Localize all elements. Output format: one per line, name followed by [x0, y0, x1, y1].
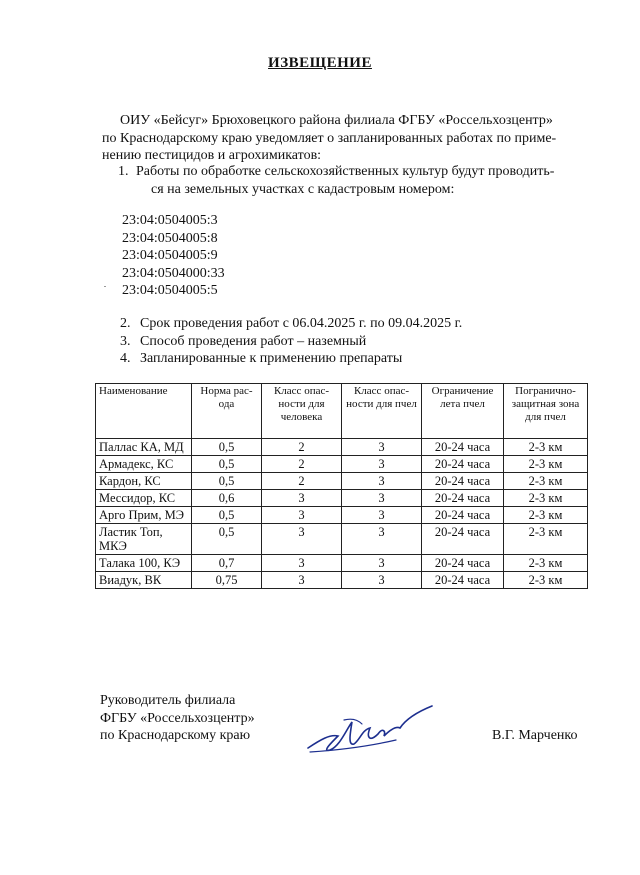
list-number: 3.	[120, 333, 131, 349]
table-cell: 2	[262, 473, 342, 490]
table-cell: 20-24 часа	[422, 572, 504, 589]
table-cell: 2-3 км	[504, 555, 588, 572]
list-number: 1.	[118, 164, 129, 179]
list-item-text: Работы по обработке сельскохозяйственных культур будут проводить-	[136, 164, 555, 179]
table-cell: 2-3 км	[504, 524, 588, 555]
table-row	[96, 524, 588, 555]
table-row	[96, 572, 588, 589]
handwritten-signature	[300, 700, 440, 770]
list-item-1	[118, 163, 598, 198]
intro-line: нению пестицидов и агрохимикатов:	[102, 148, 322, 163]
list-item-text: Срок проведения работ с 06.04.2025 г. по 09.04.2025 г.	[140, 316, 463, 331]
table-cell: 2-3 км	[504, 456, 588, 473]
table-cell: 2-3 км	[504, 439, 588, 456]
table-cell: 2-3 км	[504, 473, 588, 490]
table-cell: 3	[342, 473, 422, 490]
signatory-line: ФГБУ «Россельхозцентр»	[100, 710, 255, 726]
list-item	[120, 333, 462, 351]
signatory-name: В.Г. Марченко	[492, 728, 578, 743]
column-header: Наименование	[96, 384, 192, 439]
table-row	[96, 439, 588, 456]
intro-line: по Краснодарскому краю уведомляет о запланированных работах по приме-	[102, 130, 557, 146]
table-cell: 3	[342, 490, 422, 507]
table-header-row	[96, 384, 588, 439]
table-row	[96, 490, 588, 507]
table-cell: 0,5	[192, 524, 262, 555]
list-item-text-continued: ся на земельных участках с кадастровым номером:	[151, 181, 455, 197]
cadastral-number: 23:04:0504005:9	[122, 248, 218, 263]
preparation-name-cell: Паллас КА, МД	[96, 439, 192, 456]
table-cell: 0,5	[192, 456, 262, 473]
preparation-name-cell: Арго Прим, МЭ	[96, 507, 192, 524]
cadastral-number: 23:04:0504005:3	[122, 213, 218, 228]
table-cell: 0,5	[192, 507, 262, 524]
table-cell: 20-24 часа	[422, 507, 504, 524]
table-cell: 2-3 км	[504, 572, 588, 589]
list-item	[120, 315, 462, 333]
table-cell: 3	[262, 524, 342, 555]
signatory-title	[100, 692, 255, 745]
cadastral-number: 23:04:0504005:5	[122, 283, 218, 298]
preparation-name-cell: Виадук, ВК	[96, 572, 192, 589]
list-item-text: Способ проведения работ – наземный	[140, 333, 367, 349]
table-cell: 0,5	[192, 439, 262, 456]
preparation-name-cell: Талака 100, КЭ	[96, 555, 192, 572]
preparation-name-cell: Армадекс, КС	[96, 456, 192, 473]
signatory-line: Руководитель филиала	[100, 693, 236, 708]
column-header: Класс опас-ности для человека	[262, 384, 342, 439]
table-cell: 3	[262, 572, 342, 589]
table-row	[96, 555, 588, 572]
table-cell: 3	[262, 555, 342, 572]
table-cell: 2	[262, 439, 342, 456]
preparations-table	[95, 383, 588, 589]
table-cell: 3	[342, 555, 422, 572]
cadastral-number: 23:04:0504000:33	[122, 265, 225, 281]
column-header: Ограничение лета пчел	[422, 384, 504, 439]
list-number: 4.	[120, 351, 131, 366]
document-title: ИЗВЕЩЕНИЕ	[268, 55, 372, 71]
table-cell: 2-3 км	[504, 490, 588, 507]
table-cell: 3	[342, 507, 422, 524]
table-cell: 0,5	[192, 473, 262, 490]
table-cell: 2	[262, 456, 342, 473]
signatory-line: по Краснодарскому краю	[100, 728, 251, 743]
column-header: Погранично-защитная зона для пчел	[504, 384, 588, 439]
table-cell: 20-24 часа	[422, 456, 504, 473]
numbered-list	[120, 315, 462, 368]
column-header: Класс опас-ности для пчел	[342, 384, 422, 439]
table-cell: 20-24 часа	[422, 473, 504, 490]
table-cell: 3	[262, 490, 342, 507]
preparation-name-cell: Кардон, КС	[96, 473, 192, 490]
preparation-name-cell: Ластик Топ, МКЭ	[96, 524, 192, 555]
table-cell: 3	[342, 456, 422, 473]
list-number: 2.	[120, 316, 131, 331]
table-cell: 3	[342, 572, 422, 589]
cadastral-list	[122, 212, 225, 300]
table-cell: 3	[342, 439, 422, 456]
table-row	[96, 473, 588, 490]
list-item-text: Запланированные к применению препараты	[140, 351, 403, 366]
table-cell: 20-24 часа	[422, 439, 504, 456]
table-cell: 20-24 часа	[422, 555, 504, 572]
stray-dot	[104, 286, 106, 287]
table-cell: 0,6	[192, 490, 262, 507]
table-cell: 20-24 часа	[422, 524, 504, 555]
table-cell: 2-3 км	[504, 507, 588, 524]
intro-line: ОИУ «Бейсуг» Брюховецкого района филиала ФГБУ «Россельхозцентр»	[120, 113, 553, 128]
intro-paragraph	[102, 112, 592, 165]
table-cell: 0,7	[192, 555, 262, 572]
column-header: Норма рас-ода	[192, 384, 262, 439]
table-row	[96, 456, 588, 473]
table-row	[96, 507, 588, 524]
table-cell: 3	[342, 524, 422, 555]
table-cell: 0,75	[192, 572, 262, 589]
table-cell: 20-24 часа	[422, 490, 504, 507]
cadastral-number: 23:04:0504005:8	[122, 230, 218, 246]
preparation-name-cell: Мессидор, КС	[96, 490, 192, 507]
table-cell: 3	[262, 507, 342, 524]
list-item	[120, 350, 462, 368]
